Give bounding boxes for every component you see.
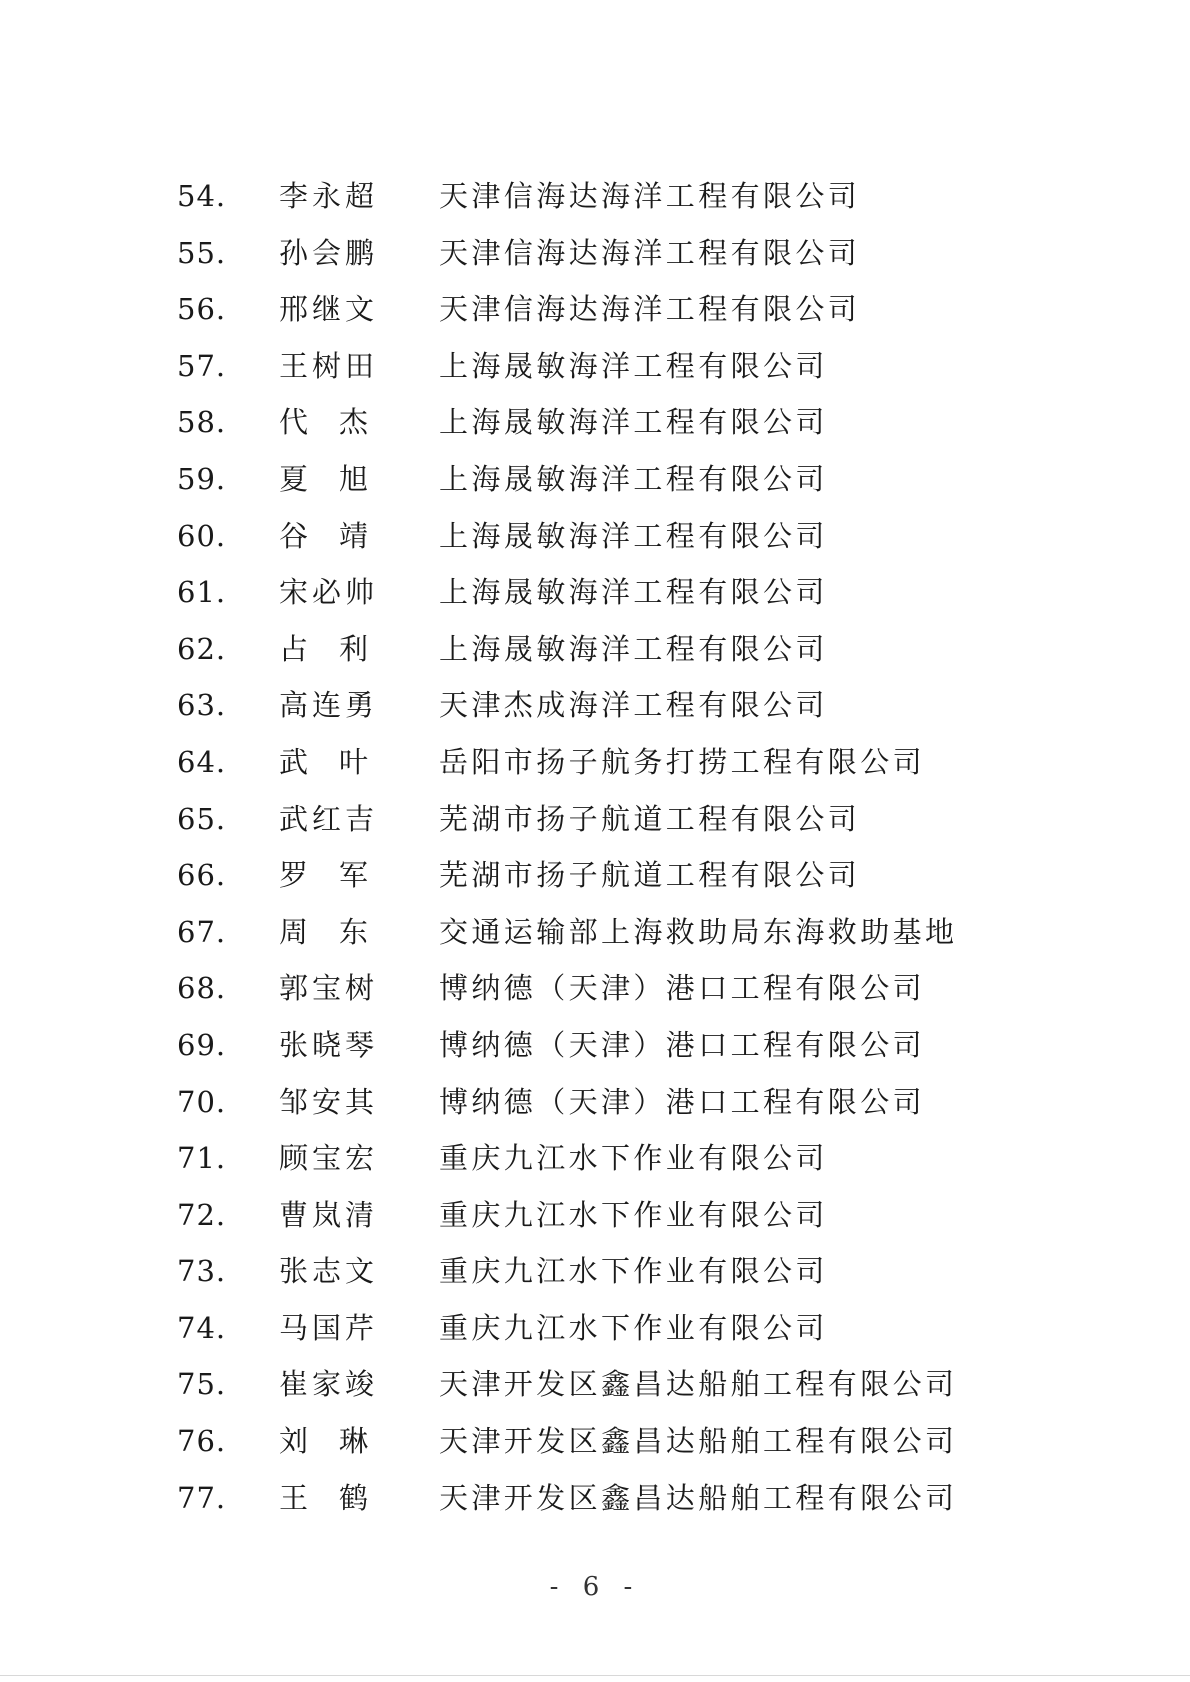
list-item xyxy=(0,1356,1190,1413)
organization-name: 博纳德（天津）港口工程有限公司 xyxy=(439,971,926,1006)
person-name: 曹岚清 xyxy=(279,1197,379,1232)
organization-name: 上海晟敏海洋工程有限公司 xyxy=(439,405,828,440)
person-name: 刘琳 xyxy=(279,1424,400,1459)
person-name: 武叶 xyxy=(279,744,400,779)
list-item xyxy=(0,168,1190,225)
entry-number: 75. xyxy=(177,1367,227,1402)
list-item xyxy=(0,904,1190,961)
person-name: 崔家竣 xyxy=(279,1367,379,1402)
bottom-divider xyxy=(0,1675,1190,1676)
entry-number: 64. xyxy=(177,744,227,779)
list-item xyxy=(0,1187,1190,1244)
entry-number: 67. xyxy=(177,914,227,949)
entry-number: 77. xyxy=(177,1480,227,1515)
organization-name: 上海晟敏海洋工程有限公司 xyxy=(439,348,828,383)
organization-name: 重庆九江水下作业有限公司 xyxy=(439,1254,828,1289)
person-name: 郭宝树 xyxy=(279,971,379,1006)
organization-name: 芜湖市扬子航道工程有限公司 xyxy=(439,858,861,893)
organization-name: 天津开发区鑫昌达船舶工程有限公司 xyxy=(439,1424,958,1459)
organization-name: 芜湖市扬子航道工程有限公司 xyxy=(439,801,861,836)
person-name: 代杰 xyxy=(279,405,400,440)
organization-name: 天津信海达海洋工程有限公司 xyxy=(439,179,861,213)
person-name: 夏旭 xyxy=(279,461,400,496)
list-item xyxy=(0,677,1190,734)
organization-name: 重庆九江水下作业有限公司 xyxy=(439,1141,828,1176)
organization-name: 天津开发区鑫昌达船舶工程有限公司 xyxy=(439,1367,958,1402)
organization-name: 岳阳市扬子航务打捞工程有限公司 xyxy=(439,744,926,779)
list-item xyxy=(0,1413,1190,1470)
entry-number: 54. xyxy=(177,179,227,213)
entry-number: 65. xyxy=(177,801,227,836)
list-item xyxy=(0,621,1190,678)
person-name: 武红吉 xyxy=(279,801,379,836)
person-name: 周东 xyxy=(279,914,400,949)
person-name: 宋必帅 xyxy=(279,575,379,610)
list-item xyxy=(0,847,1190,904)
entry-number: 76. xyxy=(177,1424,227,1459)
list-item xyxy=(0,1130,1190,1187)
entry-number: 73. xyxy=(177,1254,227,1289)
list-item xyxy=(0,225,1190,282)
entry-number: 59. xyxy=(177,461,227,496)
entry-number: 72. xyxy=(177,1197,227,1232)
list-item xyxy=(0,564,1190,621)
person-name: 邹安其 xyxy=(279,1084,379,1119)
organization-name: 天津杰成海洋工程有限公司 xyxy=(439,688,828,723)
list-item xyxy=(0,1074,1190,1131)
person-name: 李永超 xyxy=(279,179,379,213)
list-item xyxy=(0,1017,1190,1074)
entry-number: 55. xyxy=(177,235,227,270)
organization-name: 重庆九江水下作业有限公司 xyxy=(439,1310,828,1345)
list-item xyxy=(0,451,1190,508)
organization-name: 上海晟敏海洋工程有限公司 xyxy=(439,518,828,553)
list-item xyxy=(0,281,1190,338)
entry-number: 69. xyxy=(177,1027,227,1062)
organization-name: 天津信海达海洋工程有限公司 xyxy=(439,235,861,270)
entry-number: 56. xyxy=(177,292,227,327)
entry-number: 61. xyxy=(177,575,227,610)
person-name: 邢继文 xyxy=(279,292,379,327)
entry-number: 74. xyxy=(177,1310,227,1345)
person-name: 谷靖 xyxy=(279,518,400,553)
list-item xyxy=(0,338,1190,395)
list-item xyxy=(0,394,1190,451)
person-name: 顾宝宏 xyxy=(279,1141,379,1176)
organization-name: 交通运输部上海救助局东海救助基地 xyxy=(439,914,958,949)
entry-number: 58. xyxy=(177,405,227,440)
entry-number: 63. xyxy=(177,688,227,723)
organization-name: 博纳德（天津）港口工程有限公司 xyxy=(439,1027,926,1062)
organization-name: 上海晟敏海洋工程有限公司 xyxy=(439,631,828,666)
entry-number: 60. xyxy=(177,518,227,553)
organization-name: 上海晟敏海洋工程有限公司 xyxy=(439,461,828,496)
organization-name: 博纳德（天津）港口工程有限公司 xyxy=(439,1084,926,1119)
entry-number: 66. xyxy=(177,858,227,893)
person-name: 张晓琴 xyxy=(279,1027,379,1062)
page-number: - 6 - xyxy=(549,1572,641,1602)
list-item xyxy=(0,1470,1190,1527)
entry-number: 70. xyxy=(177,1084,227,1119)
person-name: 王鹤 xyxy=(279,1480,400,1515)
person-name: 张志文 xyxy=(279,1254,379,1289)
person-name: 马国芹 xyxy=(279,1310,379,1345)
person-name: 占利 xyxy=(279,631,400,666)
person-name: 王树田 xyxy=(279,348,379,383)
organization-name: 天津信海达海洋工程有限公司 xyxy=(439,292,861,327)
list-item xyxy=(0,1243,1190,1300)
list-item xyxy=(0,791,1190,848)
organization-name: 上海晟敏海洋工程有限公司 xyxy=(439,575,828,610)
entry-number: 68. xyxy=(177,971,227,1006)
list-item xyxy=(0,508,1190,565)
person-name: 罗军 xyxy=(279,858,400,893)
organization-name: 重庆九江水下作业有限公司 xyxy=(439,1197,828,1232)
list-item xyxy=(0,1300,1190,1357)
person-name: 高连勇 xyxy=(279,688,379,723)
name-list xyxy=(0,168,1190,1526)
entry-number: 62. xyxy=(177,631,227,666)
list-item xyxy=(0,734,1190,791)
person-name: 孙会鹏 xyxy=(279,235,379,270)
organization-name: 天津开发区鑫昌达船舶工程有限公司 xyxy=(439,1480,958,1515)
list-item xyxy=(0,960,1190,1017)
entry-number: 57. xyxy=(177,348,227,383)
entry-number: 71. xyxy=(177,1141,227,1176)
